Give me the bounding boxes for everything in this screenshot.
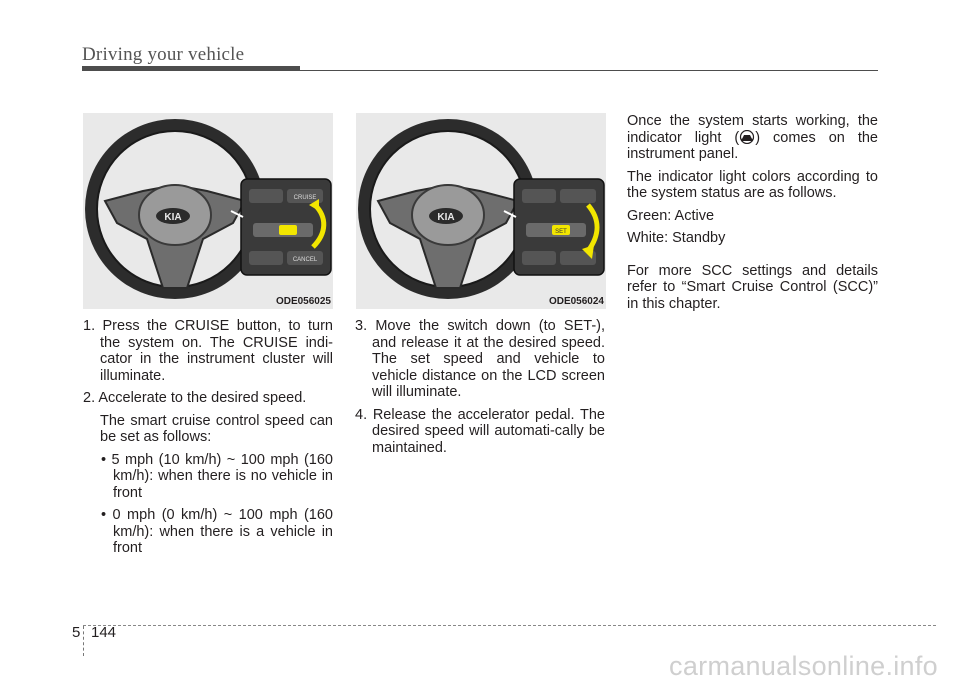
scc-car-indicator-icon [739, 130, 755, 144]
step-number: 4. [355, 406, 368, 423]
figure-wheel-switch-down [356, 113, 606, 309]
footer-divider [83, 625, 936, 626]
column-1 [83, 318, 333, 563]
step-number: 2. [83, 390, 96, 406]
column-3 [627, 113, 878, 318]
step-2 [83, 390, 333, 407]
steering-wheel-illustration [83, 113, 333, 309]
bullet-no-vehicle: • 5 mph (10 km/h) ~ 100 mph (160 km/h): when there is no vehicle in front [101, 451, 333, 501]
column-2 [355, 318, 605, 462]
step-text: Press the CRUISE button, to turn the system on. The CRUISE indi-cator in the instrument cluster will illuminate. [100, 318, 334, 384]
status-green: Green: Active [627, 207, 715, 224]
step-3 [355, 318, 605, 401]
page-section-title: Driving your vehicle [82, 44, 245, 65]
step-number: 1. [83, 318, 96, 334]
figure-code: ODE056025 [275, 296, 331, 307]
bullet-vehicle-in-front: • 0 mph (0 km/h) ~ 100 mph (160 km/h): when there is a vehicle in front [101, 507, 333, 556]
text-after-icon: ) comes on the instrument panel. [627, 129, 878, 162]
step-number: 3. [355, 318, 368, 334]
step-4 [355, 407, 605, 457]
watermark: carmanualsonline.info [669, 651, 938, 681]
step-text: Release the accelerator pedal. The desired speed will automati-cally be maintained. [372, 406, 605, 456]
text-before-icon: Once the system starts working, the indicator light ( [627, 113, 878, 146]
status-white: White: Standby [627, 230, 726, 246]
step-text: Accelerate to the desired speed. [98, 390, 307, 406]
header-rule-thick [82, 66, 300, 71]
figure-wheel-switch-up [83, 113, 333, 309]
steering-wheel-illustration [356, 113, 606, 309]
more-settings-reference: For more SCC settings and details refer to “Smart Cruise Control (SCC)” in this chapter. [627, 262, 878, 312]
page-number: 144 [91, 624, 117, 641]
switch-label-cruise: CRUISE [293, 195, 317, 201]
step-text: Move the switch down (to SET-), and release it at the desired speed. The set speed and vehicle to vehicle distance on the LCD screen will illuminate. [372, 318, 606, 400]
chapter-number: 5 [72, 624, 81, 641]
speed-range-intro: The smart cruise control speed can be set as follows: [100, 412, 333, 445]
indicator-colors-intro: The indicator light colors according to the system status are as follows. [627, 168, 878, 201]
indicator-paragraph [627, 113, 878, 163]
wheel-logo: KIA [437, 212, 455, 223]
wheel-logo: KIA [164, 212, 182, 223]
figure-code: ODE056024 [548, 296, 604, 307]
switch-label-cancel: CANCEL [292, 257, 318, 263]
header-rule-thin [300, 70, 878, 71]
switch-label-set: SET [555, 229, 567, 235]
step-1 [83, 318, 333, 384]
footer-vertical-divider [83, 626, 84, 656]
